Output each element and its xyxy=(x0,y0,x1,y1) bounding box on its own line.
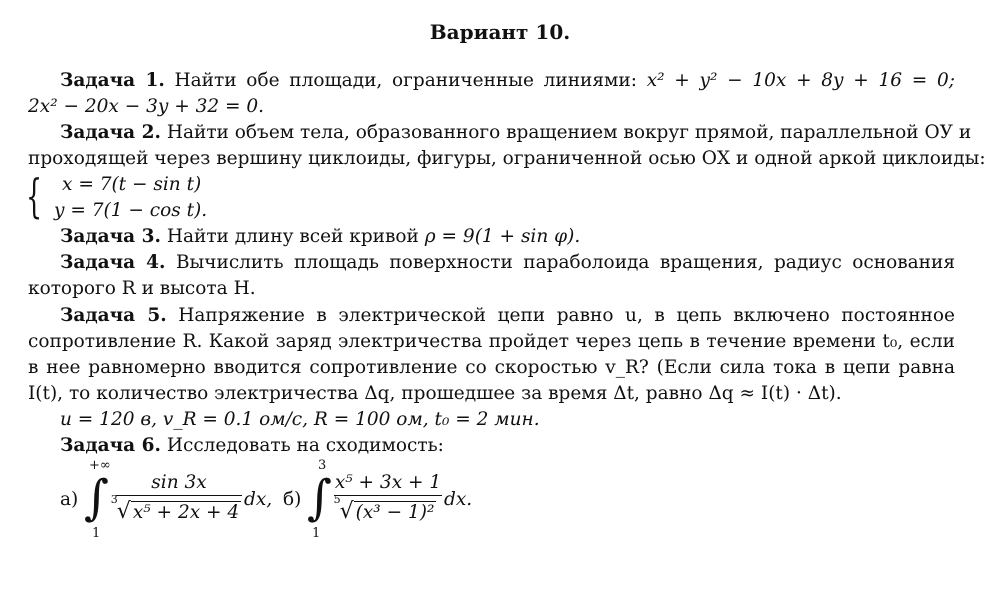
integral-a-fraction-bar xyxy=(116,495,242,496)
integral-a-radical xyxy=(110,493,241,524)
task6-line xyxy=(60,435,444,456)
integral-a-numerator: sin 3x xyxy=(151,472,207,493)
integral-a-root-index: 3 xyxy=(110,493,118,506)
integral-b-radicand: (x³ − 1)² xyxy=(355,502,435,523)
task5-line1 xyxy=(60,305,955,326)
task2-text-line1: Найти объем тела, образованного вращением вокруг прямой, параллельной ОУ и xyxy=(166,122,972,143)
task2-system-eq2 xyxy=(54,200,207,221)
system-eq2: y = 7(1 − cos t). xyxy=(54,200,208,221)
task2-line2 xyxy=(28,148,986,169)
task2-line1 xyxy=(60,122,972,143)
integral-b-lower-limit: 1 xyxy=(312,526,321,541)
integral-b-root-index: 5 xyxy=(333,493,341,506)
task2-label: Задача 2. xyxy=(60,122,161,143)
task1-text: Найти обе площади, ограниченные линиями: xyxy=(174,70,637,91)
integral-a-differential: dx, xyxy=(244,489,273,510)
task3-formula: ρ = 9(1 + sin φ). xyxy=(424,226,581,247)
task4-label: Задача 4. xyxy=(60,252,166,273)
integral-a-fraction xyxy=(110,472,242,524)
task1-label: Задача 1. xyxy=(60,70,165,91)
task1-line1 xyxy=(60,70,955,91)
task6-label: Задача 6. xyxy=(60,435,161,456)
integral-b-numerator: x⁵ + 3x + 1 xyxy=(334,472,442,493)
integral-b-fraction xyxy=(334,472,442,524)
integral-b-upper-limit: 3 xyxy=(318,458,327,473)
integral-a-sign: ∫ xyxy=(84,470,110,526)
integral-a-label: а) xyxy=(60,489,79,510)
integral-b-dx xyxy=(444,489,472,510)
task5-text-line1: Напряжение в электрической цепи равно u, в цепь включено постоянное xyxy=(178,305,955,326)
task1-line2 xyxy=(28,96,264,117)
task5-line5 xyxy=(60,409,540,430)
task2-text-line2: проходящей через вершину циклоиды, фигуры, ограниченной осью ОХ и одной аркой циклоиды: xyxy=(28,148,986,169)
integral-b-fraction-bar xyxy=(334,495,442,496)
task5-line4 xyxy=(28,383,842,404)
radical-sign: √ xyxy=(116,499,131,524)
integral-a-upper-limit: +∞ xyxy=(89,458,111,473)
task4-line2 xyxy=(28,278,256,299)
task4-line1 xyxy=(60,252,955,273)
system-eq1: x = 7(t − sin t) xyxy=(62,174,202,195)
task2-system-eq1 xyxy=(62,174,201,195)
integral-a-dx xyxy=(244,489,272,510)
page-title: Вариант 10. xyxy=(429,20,571,44)
task5-text-line3: в нее равномерно вводится сопротивление со скоростью v_R? (Если сила тока в цепи равна xyxy=(28,357,955,378)
task4-text-line2: которого R и высота H. xyxy=(28,278,256,299)
radical-sign: √ xyxy=(339,499,354,524)
task5-label: Задача 5. xyxy=(60,305,167,326)
task5-line2 xyxy=(28,331,955,352)
task6-text: Исследовать на сходимость: xyxy=(166,435,444,456)
integral-b-label: б) xyxy=(283,489,302,510)
task5-values: u = 120 в, v_R = 0.1 ом/с, R = 100 ом, t₀ = 2 мин. xyxy=(60,409,540,430)
task1-eq2: 2x² − 20x − 3y + 32 = 0. xyxy=(28,96,265,117)
task3-label: Задача 3. xyxy=(60,226,161,247)
task3-text: Найти длину всей кривой xyxy=(166,226,419,247)
integral-a-denominator xyxy=(110,493,242,524)
task3-line xyxy=(60,226,580,247)
integral-b-denominator xyxy=(333,493,442,524)
task4-text-line1: Вычислить площадь поверхности параболоида вращения, радиус основания xyxy=(175,252,955,273)
task5-text-line4: I(t), то количество электричества Δq, прошедшее за время Δt, равно Δq ≈ I(t) · Δt). xyxy=(28,383,842,404)
integral-a-radicand: x⁵ + 2x + 4 xyxy=(132,502,240,523)
task1-eq1: x² + y² − 10x + 8y + 16 = 0; xyxy=(646,70,955,91)
task5-text-line2: сопротивление R. Какой заряд электричества пройдет через цепь в течение времени t₀, если xyxy=(28,331,955,352)
integral-a-lower-limit: 1 xyxy=(92,526,101,541)
integral-b-sign: ∫ xyxy=(307,470,333,526)
system-brace: { xyxy=(26,169,43,223)
integral-b-radical xyxy=(333,493,437,524)
integral-b-differential: dx. xyxy=(444,489,473,510)
task5-line3 xyxy=(28,357,955,378)
